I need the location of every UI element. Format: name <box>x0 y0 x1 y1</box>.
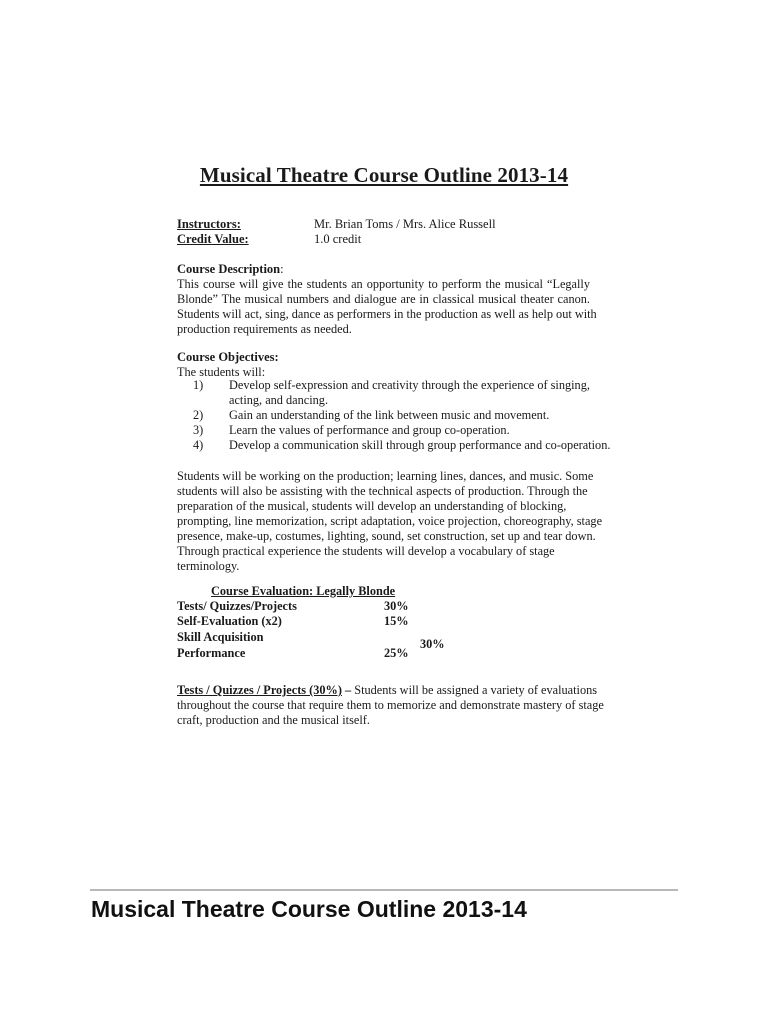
objective-number: 1) <box>193 378 204 392</box>
description-line: This course will give the students an opportunity to perform the musical “Legally <box>177 277 590 291</box>
objective-number: 3) <box>193 423 204 437</box>
production-line: prompting, line memorization, script adaptation, voice projection, choreography, stage <box>177 514 603 528</box>
footer-title: Musical Theatre Course Outline 2013-14 <box>91 896 527 922</box>
evaluation-percent: 15% <box>384 614 409 628</box>
evaluation-percent: 30% <box>420 637 445 651</box>
production-line: preparation of the musical, students will develop an understanding of blocking, <box>177 499 567 513</box>
evaluation-row <box>177 646 409 661</box>
tests-paragraph <box>177 683 604 728</box>
instructors-label: Instructors: <box>177 217 241 231</box>
tests-line: craft, production and the musical itself. <box>177 713 370 727</box>
evaluation-label: Skill Acquisition <box>177 630 264 644</box>
objective-number: 4) <box>193 438 204 452</box>
evaluation-percent: 30% <box>384 599 409 613</box>
tests-dash: – <box>341 683 355 697</box>
objective-text: Learn the values of performance and group co-operation. <box>229 423 510 437</box>
credit-value: 1.0 credit <box>314 232 362 246</box>
course-description-body <box>177 277 597 337</box>
evaluation-label: Tests/ Quizzes/Projects <box>177 599 297 613</box>
evaluation-label: Self-Evaluation (x2) <box>177 614 282 628</box>
objective-number: 2) <box>193 408 204 422</box>
description-line: Blonde” The musical numbers and dialogue are in classical musical theater canon. <box>177 292 590 306</box>
evaluation-percent: 25% <box>384 646 409 660</box>
objective-text: Gain an understanding of the link between music and movement. <box>229 408 550 422</box>
tests-line: Students will be assigned a variety of evaluations <box>354 683 598 697</box>
evaluation-row <box>177 599 409 614</box>
divider <box>90 889 678 891</box>
evaluation-title: Course Evaluation: Legally Blonde <box>211 584 396 598</box>
objective-text: Develop a communication skill through group performance and co-operation. <box>229 438 611 452</box>
production-line: Students will be working on the production; learning lines, dances, and music. Some <box>177 469 594 483</box>
evaluation-row <box>177 614 409 629</box>
credit-label: Credit Value: <box>177 232 249 246</box>
objectives-intro: The students will: <box>177 365 266 379</box>
description-line: Students will act, sing, dance as performers in the production as well as help out with <box>177 307 597 321</box>
tests-heading: Tests / Quizzes / Projects (30%) <box>177 683 342 697</box>
production-paragraph <box>177 469 602 574</box>
objective-item <box>193 408 610 423</box>
objective-item <box>193 423 610 438</box>
description-line: production requirements as needed. <box>177 322 352 336</box>
evaluation-label: Performance <box>177 646 246 660</box>
course-description-heading: Course Description: <box>177 262 284 276</box>
tests-line: throughout the course that require them to memorize and demonstrate mastery of stage <box>177 698 604 712</box>
evaluation-row <box>177 630 445 651</box>
tests-first-line <box>177 683 604 698</box>
objective-text: Develop self-expression and creativity through the experience of singing, <box>229 378 590 392</box>
course-objectives-heading: Course Objectives: <box>177 350 279 364</box>
objective-item <box>193 438 610 453</box>
objective-text: acting, and dancing. <box>229 393 329 407</box>
production-line: presence, make-up, costumes, lighting, sound, set construction, set up and tear down. <box>177 529 596 543</box>
objectives-list <box>193 378 610 453</box>
production-line: Through practical experience the students will develop a vocabulary of stage <box>177 544 555 558</box>
production-line: students will also be assisting with the technical aspects of production. Through the <box>177 484 588 498</box>
objective-item <box>193 378 610 408</box>
document-title: Musical Theatre Course Outline 2013-14 <box>199 163 569 187</box>
production-line: terminology. <box>177 559 240 573</box>
instructors-value: Mr. Brian Toms / Mrs. Alice Russell <box>314 217 496 231</box>
